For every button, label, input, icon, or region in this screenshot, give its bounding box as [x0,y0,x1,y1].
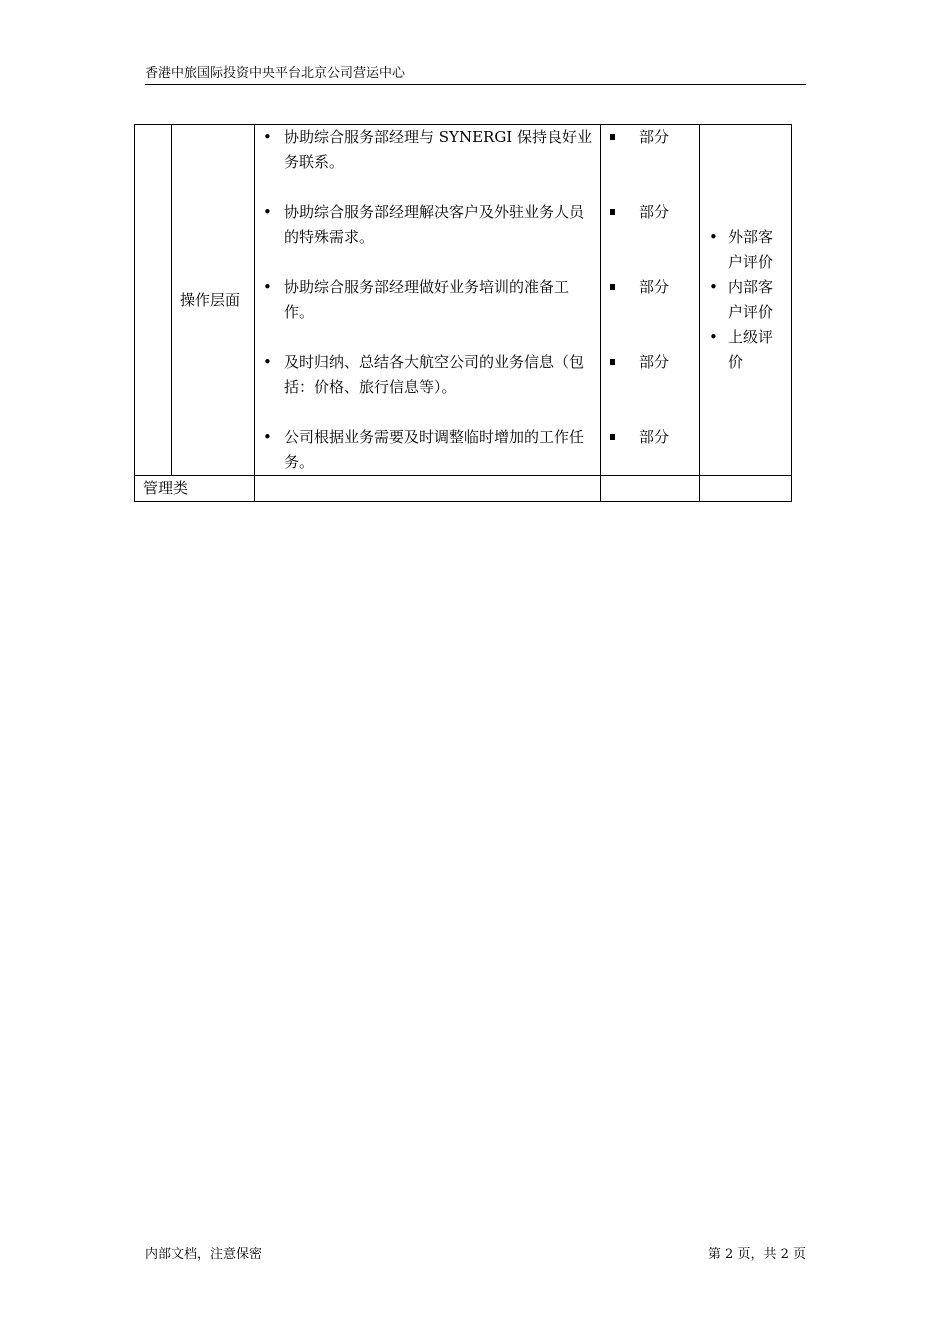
square-bullet-icon [610,209,615,215]
square-bullet-icon [610,434,615,440]
list-item [601,275,699,350]
bullet-icon: • [263,203,272,221]
list-item [255,425,600,475]
evaluation-text: 上级评价 [728,328,774,371]
task-text: 协助综合服务部经理做好业务培训的准备工作。 [284,278,570,321]
evaluation-text: 内部客户评价 [728,278,774,321]
bullet-icon: • [263,278,272,296]
task-text: 协助综合服务部经理与 SYNERGI 保持良好业务联系。 [284,128,592,171]
percentage-list [601,125,699,475]
table-row-management [135,476,792,502]
tasks-cell [255,125,601,476]
empty-cell [700,476,792,502]
percentage-text: 部分 [639,353,670,371]
percentage-text: 部分 [639,278,670,296]
responsibility-table [134,124,792,502]
category-cell-empty [135,125,172,476]
evaluation-cell [700,125,792,476]
bullet-icon: • [709,328,718,346]
square-bullet-icon [610,284,615,290]
list-item [700,275,791,325]
footer-confidential-note: 内部文档，注意保密 [145,1247,263,1262]
bullet-icon: • [709,228,718,246]
bullet-icon: • [263,353,272,371]
list-item [700,325,791,375]
list-item [601,125,699,200]
square-bullet-icon [610,359,615,365]
list-item [255,200,600,275]
bullet-icon: • [709,278,718,296]
table-row-operations [135,125,792,476]
task-text: 公司根据业务需要及时调整临时增加的工作任务。 [284,428,585,471]
list-item [255,350,600,425]
evaluation-text: 外部客户评价 [728,228,774,271]
task-list [255,125,600,475]
percentage-text: 部分 [639,428,670,446]
bullet-icon: • [263,428,272,446]
task-text: 及时归纳、总结各大航空公司的业务信息（包括：价格、旅行信息等）。 [284,353,585,396]
list-item [700,225,791,275]
percentage-text: 部分 [639,203,670,221]
empty-cell [601,476,700,502]
list-item [601,425,699,475]
square-bullet-icon [610,134,615,140]
list-item [255,275,600,350]
page-header: 香港中旅国际投资中央平台北京公司营运中心 [145,66,806,85]
evaluation-list [700,225,791,375]
empty-cell [255,476,601,502]
list-item [255,125,600,200]
sub-category-label: 操作层面 [172,125,255,476]
bullet-icon: • [263,128,272,146]
task-text: 协助综合服务部经理解决客户及外驻业务人员的特殊需求。 [284,203,585,246]
footer-page-number: 第 2 页，共 2 页 [707,1247,806,1262]
percentage-text: 部分 [639,128,670,146]
percentage-cell [601,125,700,476]
list-item [601,350,699,425]
list-item [601,200,699,275]
category-label-management: 管理类 [135,476,255,502]
